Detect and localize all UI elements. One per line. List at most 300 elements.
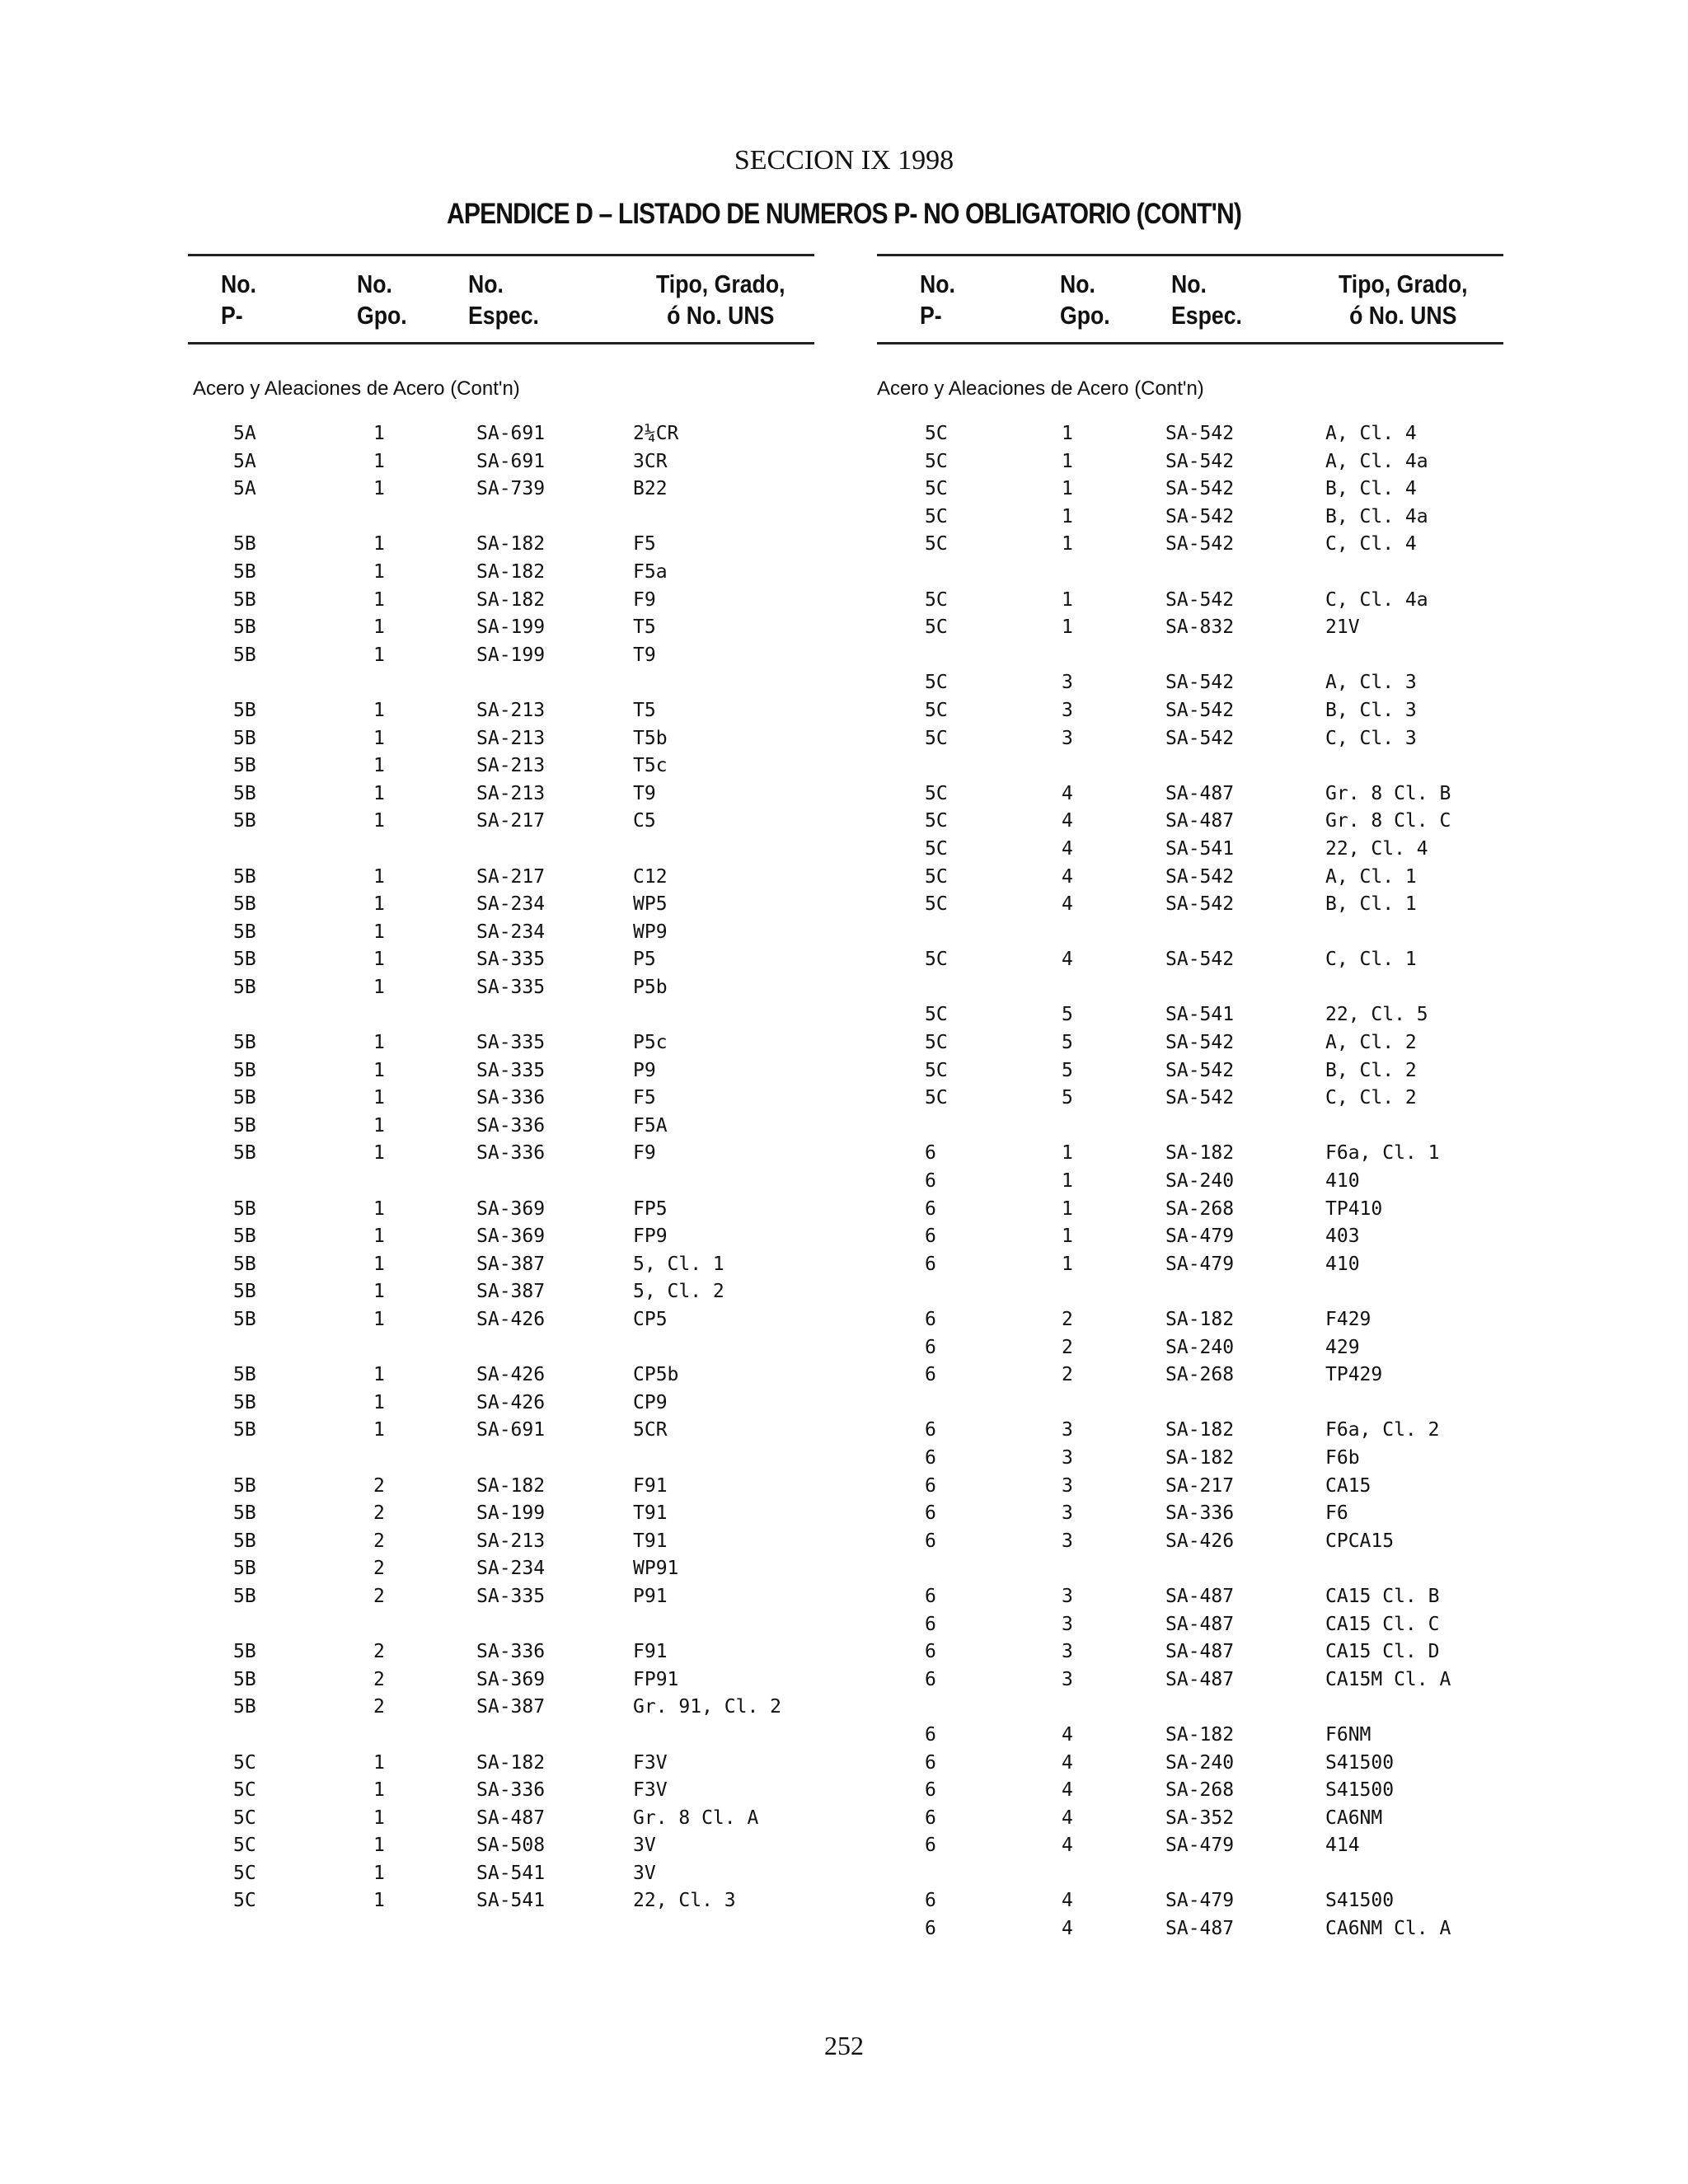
col-header-line2: Gpo. — [357, 301, 407, 330]
type-grade-cell: Gr. 91, Cl. 2 — [633, 1696, 782, 1718]
spec-number-cell: SA-213 — [476, 1530, 546, 1552]
col-header-p-no — [920, 269, 955, 331]
table-row — [188, 700, 814, 728]
spec-number-cell: SA-268 — [1165, 1364, 1235, 1386]
group-number-cell: 4 — [1062, 893, 1073, 916]
table-row — [877, 1032, 1503, 1060]
spec-number-cell: SA-182 — [476, 588, 546, 611]
p-number-cell: 5A — [233, 478, 256, 500]
p-number-cell: 5C — [925, 837, 948, 860]
type-grade-cell: P5b — [633, 976, 668, 998]
spec-number-cell: SA-542 — [1165, 1087, 1235, 1109]
table-row — [877, 783, 1503, 811]
spec-number-cell: SA-542 — [1165, 865, 1235, 888]
group-number-cell: 2 — [1062, 1364, 1073, 1386]
section-header: SECCION IX 1998 — [734, 145, 954, 176]
type-grade-cell: A, Cl. 4 — [1325, 423, 1417, 444]
p-number-cell: 5B — [233, 1641, 256, 1663]
p-number-cell: 5B — [233, 1114, 256, 1137]
spec-number-cell: SA-217 — [476, 865, 546, 888]
p-number-cell: 6 — [925, 1336, 936, 1358]
p-number-cell: 6 — [925, 1918, 936, 1940]
p-number-cell: 5B — [233, 782, 256, 804]
group-number-cell: 1 — [1062, 450, 1073, 472]
type-grade-cell: T91 — [633, 1530, 668, 1552]
group-number-cell: 1 — [373, 921, 385, 943]
col-header-line2: ó No. UNS — [667, 301, 775, 330]
spec-number-cell: SA-541 — [476, 1890, 546, 1912]
group-number-cell: 1 — [373, 644, 385, 666]
group-number-cell: 2 — [373, 1530, 385, 1552]
left-rows — [188, 423, 814, 1918]
type-grade-cell: F5 — [633, 1087, 656, 1109]
group-number-cell: 1 — [373, 1253, 385, 1275]
group-number-cell: 2 — [373, 1502, 385, 1525]
table-row — [188, 1060, 814, 1088]
col-header-group-no — [357, 269, 407, 331]
spec-number-cell: SA-479 — [1165, 1226, 1235, 1248]
type-grade-cell: 3V — [633, 1835, 656, 1857]
group-number-cell: 1 — [373, 1032, 385, 1054]
spec-number-cell: SA-199 — [476, 644, 546, 666]
spec-number-cell: SA-213 — [476, 727, 546, 749]
page-number: 252 — [824, 2031, 864, 2060]
group-number-cell: 1 — [373, 755, 385, 777]
spec-number-cell: SA-426 — [476, 1391, 546, 1413]
spec-number-cell: SA-182 — [1165, 1446, 1235, 1469]
p-number-cell: 6 — [925, 1446, 936, 1469]
spec-number-cell: SA-541 — [1165, 837, 1235, 860]
p-number-cell: 5A — [233, 450, 256, 472]
group-number-cell: 1 — [373, 588, 385, 611]
p-number-cell: 5B — [233, 1530, 256, 1552]
type-grade-cell: 3CR — [633, 450, 668, 472]
group-number-cell: 2 — [373, 1668, 385, 1690]
type-grade-cell: 403 — [1325, 1226, 1360, 1248]
type-grade-cell: CA15 Cl. B — [1325, 1585, 1440, 1607]
type-grade-cell: T5 — [633, 699, 656, 721]
table-row — [877, 451, 1503, 479]
table-row — [877, 1918, 1503, 1946]
spec-number-cell: SA-387 — [476, 1253, 546, 1275]
table-row — [188, 783, 814, 811]
type-grade-cell: CA6NM Cl. A — [1325, 1918, 1451, 1940]
spec-number-cell: SA-541 — [1165, 1004, 1235, 1026]
p-number-cell: 6 — [925, 1641, 936, 1663]
type-grade-cell: F6NM — [1325, 1723, 1372, 1746]
spec-number-cell: SA-335 — [476, 1032, 546, 1054]
table-row — [877, 1530, 1503, 1558]
spec-number-cell: SA-182 — [1165, 1419, 1235, 1441]
table-row — [877, 949, 1503, 977]
p-number-cell: 5B — [233, 1696, 256, 1718]
type-grade-cell: P9 — [633, 1059, 656, 1081]
p-number-cell: 5B — [233, 1197, 256, 1220]
group-number-cell: 1 — [373, 560, 385, 583]
row-spacer — [877, 1558, 1503, 1586]
p-number-cell: 5B — [233, 1281, 256, 1303]
table-row — [188, 1198, 814, 1226]
type-grade-cell: F5a — [633, 560, 668, 583]
type-grade-cell: CP9 — [633, 1391, 668, 1413]
type-grade-cell: CA15M Cl. A — [1325, 1668, 1451, 1690]
header-top-rule — [877, 254, 1503, 256]
p-number-cell: 5C — [233, 1890, 256, 1912]
spec-number-cell: SA-335 — [476, 1059, 546, 1081]
spec-number-cell: SA-487 — [1165, 1613, 1235, 1635]
col-header-line1: Tipo, Grado, — [656, 269, 785, 298]
spec-number-cell: SA-542 — [1165, 588, 1235, 611]
spec-number-cell: SA-691 — [476, 423, 546, 444]
group-number-cell: 1 — [1062, 1170, 1073, 1193]
group-number-cell: 1 — [1062, 616, 1073, 639]
group-number-cell: 1 — [373, 1197, 385, 1220]
group-number-cell: 1 — [1062, 533, 1073, 555]
header-top-rule — [188, 254, 814, 256]
spec-number-cell: SA-542 — [1165, 727, 1235, 749]
spec-number-cell: SA-240 — [1165, 1336, 1235, 1358]
p-number-cell: 6 — [925, 1253, 936, 1275]
row-spacer — [188, 1447, 814, 1475]
type-grade-cell: C, Cl. 4 — [1325, 533, 1417, 555]
spec-number-cell: SA-508 — [476, 1835, 546, 1857]
group-number-cell: 1 — [1062, 478, 1073, 500]
spec-number-cell: SA-387 — [476, 1281, 546, 1303]
p-number-cell: 5C — [925, 865, 948, 888]
type-grade-cell: P91 — [633, 1585, 668, 1607]
type-grade-cell: B, Cl. 2 — [1325, 1059, 1417, 1081]
group-number-cell: 1 — [373, 1751, 385, 1774]
spec-number-cell: SA-542 — [1165, 478, 1235, 500]
spec-number-cell: SA-213 — [476, 699, 546, 721]
table-row — [188, 533, 814, 561]
type-grade-cell: Gr. 8 Cl. C — [1325, 810, 1451, 832]
type-grade-cell: CA6NM — [1325, 1807, 1383, 1829]
table-row — [877, 1087, 1503, 1115]
group-number-cell: 1 — [373, 1835, 385, 1857]
table-row — [877, 616, 1503, 644]
table-row — [188, 1696, 814, 1724]
p-number-cell: 5B — [233, 616, 256, 639]
table-row — [877, 1502, 1503, 1530]
type-grade-cell: C, Cl. 1 — [1325, 949, 1417, 971]
appendix-title: APENDICE D – LISTADO DE NUMEROS P- NO OBLIGATORIO (CONT'N) — [446, 198, 1241, 230]
p-number-cell: 6 — [925, 1613, 936, 1635]
p-number-cell: 5C — [925, 893, 948, 916]
spec-number-cell: SA-182 — [476, 1474, 546, 1497]
p-number-cell: 6 — [925, 1309, 936, 1330]
spec-number-cell: SA-369 — [476, 1226, 546, 1248]
type-grade-cell: B, Cl. 3 — [1325, 699, 1417, 721]
spec-number-cell: SA-542 — [1165, 1059, 1235, 1081]
table-row — [877, 1779, 1503, 1807]
table-row — [188, 1779, 814, 1807]
type-grade-cell: B, Cl. 1 — [1325, 893, 1417, 916]
spec-number-cell: SA-352 — [1165, 1807, 1235, 1829]
p-number-cell: 6 — [925, 1585, 936, 1607]
table-row — [188, 1641, 814, 1669]
type-grade-cell: CA15 Cl. D — [1325, 1641, 1440, 1663]
spec-number-cell: SA-369 — [476, 1197, 546, 1220]
table-row — [188, 977, 814, 1005]
p-number-cell: 5B — [233, 810, 256, 832]
type-grade-cell: FP9 — [633, 1226, 668, 1248]
type-grade-cell: F91 — [633, 1474, 668, 1497]
type-grade-cell: F6 — [1325, 1502, 1348, 1525]
type-grade-cell: WP5 — [633, 893, 668, 916]
row-spacer — [877, 1115, 1503, 1143]
group-number-cell: 1 — [373, 1364, 385, 1386]
table-row — [877, 1309, 1503, 1337]
table-row — [188, 755, 814, 783]
col-header-p-no — [221, 269, 256, 331]
col-header-line1: No. — [357, 269, 392, 298]
type-grade-cell: B22 — [633, 478, 668, 500]
group-number-cell: 5 — [1062, 1032, 1073, 1054]
table-row — [188, 1142, 814, 1170]
col-header-line1: No. — [920, 269, 955, 298]
spec-number-cell: SA-336 — [476, 1142, 546, 1165]
spec-number-cell: SA-542 — [1165, 949, 1235, 971]
table-row — [188, 1281, 814, 1309]
type-grade-cell: C, Cl. 4a — [1325, 588, 1428, 611]
type-grade-cell: CA15 — [1325, 1474, 1372, 1497]
group-number-cell: 4 — [1062, 949, 1073, 971]
spec-number-cell: SA-336 — [476, 1641, 546, 1663]
p-number-cell: 5B — [233, 1253, 256, 1275]
type-grade-cell: CP5 — [633, 1309, 668, 1330]
group-number-cell: 1 — [373, 1309, 385, 1330]
group-number-cell: 1 — [373, 423, 385, 444]
row-spacer — [188, 1170, 814, 1198]
p-number-cell: 5C — [233, 1807, 256, 1829]
group-number-cell: 4 — [1062, 782, 1073, 804]
type-grade-cell: F9 — [633, 588, 656, 611]
type-grade-cell: FP91 — [633, 1668, 679, 1690]
p-number-cell: 5B — [233, 533, 256, 555]
table-row — [877, 1669, 1503, 1697]
group-number-cell: 2 — [373, 1641, 385, 1663]
spec-number-cell: SA-182 — [1165, 1723, 1235, 1746]
spec-number-cell: SA-234 — [476, 1558, 546, 1580]
p-number-cell: 5B — [233, 1668, 256, 1690]
type-grade-cell: 5CR — [633, 1419, 668, 1441]
right-rows — [877, 423, 1503, 1946]
p-number-cell: 5B — [233, 560, 256, 583]
table-row — [188, 1890, 814, 1918]
spec-number-cell: SA-542 — [1165, 505, 1235, 527]
group-number-cell: 4 — [1062, 1807, 1073, 1829]
table-row — [877, 478, 1503, 506]
p-number-cell: 5B — [233, 1391, 256, 1413]
table-row — [877, 1198, 1503, 1226]
group-number-cell: 1 — [373, 1114, 385, 1137]
row-spacer — [188, 1614, 814, 1642]
section-label: Acero y Aleaciones de Acero (Cont'n) — [193, 377, 520, 400]
group-number-cell: 3 — [1062, 1419, 1073, 1441]
type-grade-cell: 2¼CR — [633, 423, 679, 444]
p-number-cell: 5C — [925, 1004, 948, 1026]
p-number-cell: 5C — [925, 672, 948, 694]
type-grade-cell: B, Cl. 4 — [1325, 478, 1417, 500]
group-number-cell: 4 — [1062, 1751, 1073, 1774]
type-grade-cell: Gr. 8 Cl. B — [1325, 782, 1451, 804]
table-row — [188, 1586, 814, 1614]
table-row — [877, 1142, 1503, 1170]
table-row — [877, 893, 1503, 921]
row-spacer — [188, 838, 814, 866]
type-grade-cell: CP5b — [633, 1364, 679, 1386]
p-number-cell: 5C — [925, 699, 948, 721]
p-number-cell: 6 — [925, 1779, 936, 1802]
p-number-cell: 6 — [925, 1530, 936, 1552]
spec-number-cell: SA-426 — [476, 1364, 546, 1386]
type-grade-cell: 22, Cl. 4 — [1325, 837, 1428, 860]
table-row — [877, 866, 1503, 894]
group-number-cell: 1 — [373, 893, 385, 916]
table-row — [188, 921, 814, 949]
p-number-cell: 5B — [233, 1309, 256, 1330]
p-number-cell: 5C — [925, 1087, 948, 1109]
type-grade-cell: F3V — [633, 1779, 668, 1802]
table-row — [877, 1752, 1503, 1780]
group-number-cell: 1 — [373, 450, 385, 472]
type-grade-cell: CA15 Cl. C — [1325, 1613, 1440, 1635]
spec-number-cell: SA-336 — [1165, 1502, 1235, 1525]
spec-number-cell: SA-542 — [1165, 423, 1235, 444]
row-spacer — [188, 1724, 814, 1752]
spec-number-cell: SA-487 — [1165, 1641, 1235, 1663]
p-number-cell: 5C — [233, 1751, 256, 1774]
col-header-line2: Gpo. — [1060, 301, 1110, 330]
group-number-cell: 2 — [1062, 1336, 1073, 1358]
table-row — [188, 1835, 814, 1863]
p-number-cell: 5A — [233, 423, 256, 444]
table-row — [188, 1475, 814, 1503]
p-number-cell: 5B — [233, 976, 256, 998]
table-row — [188, 561, 814, 589]
col-header-spec-no — [1171, 269, 1242, 331]
row-spacer — [188, 1004, 814, 1032]
table-row — [188, 1392, 814, 1420]
row-spacer — [877, 644, 1503, 673]
table-row — [188, 893, 814, 921]
group-number-cell: 4 — [1062, 1918, 1073, 1940]
group-number-cell: 4 — [1062, 837, 1073, 860]
spec-number-cell: SA-739 — [476, 478, 546, 500]
spec-number-cell: SA-335 — [476, 1585, 546, 1607]
spec-number-cell: SA-691 — [476, 450, 546, 472]
type-grade-cell: 22, Cl. 5 — [1325, 1004, 1428, 1026]
p-number-cell: 5B — [233, 1059, 256, 1081]
type-grade-cell: A, Cl. 1 — [1325, 865, 1417, 888]
type-grade-cell: C, Cl. 2 — [1325, 1087, 1417, 1109]
row-spacer — [877, 1696, 1503, 1724]
p-number-cell: 5B — [233, 1474, 256, 1497]
spec-number-cell: SA-541 — [476, 1862, 546, 1884]
header-bottom-rule — [188, 342, 814, 344]
spec-number-cell: SA-487 — [1165, 1585, 1235, 1607]
col-header-line1: No. — [1060, 269, 1095, 298]
spec-number-cell: SA-182 — [476, 533, 546, 555]
p-number-cell: 5C — [925, 727, 948, 749]
table-row — [188, 644, 814, 673]
p-number-cell: 6 — [925, 1807, 936, 1829]
p-number-cell: 6 — [925, 1723, 936, 1746]
type-grade-cell: F3V — [633, 1751, 668, 1774]
spec-number-cell: SA-336 — [476, 1779, 546, 1802]
col-header-type-grade — [1339, 269, 1468, 331]
table-row — [188, 810, 814, 838]
type-grade-cell: B, Cl. 4a — [1325, 505, 1428, 527]
group-number-cell: 1 — [373, 1862, 385, 1884]
type-grade-cell: 22, Cl. 3 — [633, 1890, 736, 1912]
type-grade-cell: T5b — [633, 727, 668, 749]
group-number-cell: 3 — [1062, 1530, 1073, 1552]
group-number-cell: 4 — [1062, 1723, 1073, 1746]
group-number-cell: 2 — [373, 1558, 385, 1580]
type-grade-cell: C12 — [633, 865, 668, 888]
spec-number-cell: SA-182 — [1165, 1142, 1235, 1165]
row-spacer — [877, 1863, 1503, 1891]
spec-number-cell: SA-199 — [476, 1502, 546, 1525]
table-row — [877, 1004, 1503, 1032]
group-number-cell: 1 — [373, 1807, 385, 1829]
table-row — [877, 1170, 1503, 1198]
group-number-cell: 2 — [373, 1585, 385, 1607]
type-grade-cell: F91 — [633, 1641, 668, 1663]
group-number-cell: 1 — [1062, 423, 1073, 444]
group-number-cell: 3 — [1062, 699, 1073, 721]
p-number-cell: 5B — [233, 1032, 256, 1054]
table-row — [877, 728, 1503, 756]
group-number-cell: 1 — [373, 782, 385, 804]
p-number-cell: 5B — [233, 1364, 256, 1386]
col-header-group-no — [1060, 269, 1110, 331]
p-number-cell: 5B — [233, 755, 256, 777]
table-row — [877, 810, 1503, 838]
p-number-cell: 5C — [925, 478, 948, 500]
type-grade-cell: A, Cl. 3 — [1325, 672, 1417, 694]
p-number-cell: 6 — [925, 1197, 936, 1220]
group-number-cell: 1 — [373, 1059, 385, 1081]
type-grade-cell: P5c — [633, 1032, 668, 1054]
spec-number-cell: SA-199 — [476, 616, 546, 639]
table-row — [188, 423, 814, 451]
table-row — [188, 1309, 814, 1337]
type-grade-cell: 414 — [1325, 1835, 1360, 1857]
col-header-line2: Espec. — [468, 301, 539, 330]
spec-number-cell: SA-542 — [1165, 672, 1235, 694]
col-header-type-grade — [656, 269, 785, 331]
spec-number-cell: SA-487 — [476, 1807, 546, 1829]
p-number-cell: 5B — [233, 1226, 256, 1248]
p-number-cell: 6 — [925, 1226, 936, 1248]
col-header-line1: No. — [468, 269, 504, 298]
p-number-cell: 5C — [233, 1835, 256, 1857]
spec-number-cell: SA-336 — [476, 1114, 546, 1137]
spec-number-cell: SA-542 — [1165, 450, 1235, 472]
type-grade-cell: CPCA15 — [1325, 1530, 1395, 1552]
p-number-cell: 6 — [925, 1474, 936, 1497]
group-number-cell: 4 — [1062, 1779, 1073, 1802]
table-row — [188, 1419, 814, 1447]
group-number-cell: 1 — [373, 727, 385, 749]
spec-number-cell: SA-487 — [1165, 1668, 1235, 1690]
p-number-cell: 5B — [233, 588, 256, 611]
table-row — [188, 478, 814, 506]
p-number-cell: 5B — [233, 1585, 256, 1607]
